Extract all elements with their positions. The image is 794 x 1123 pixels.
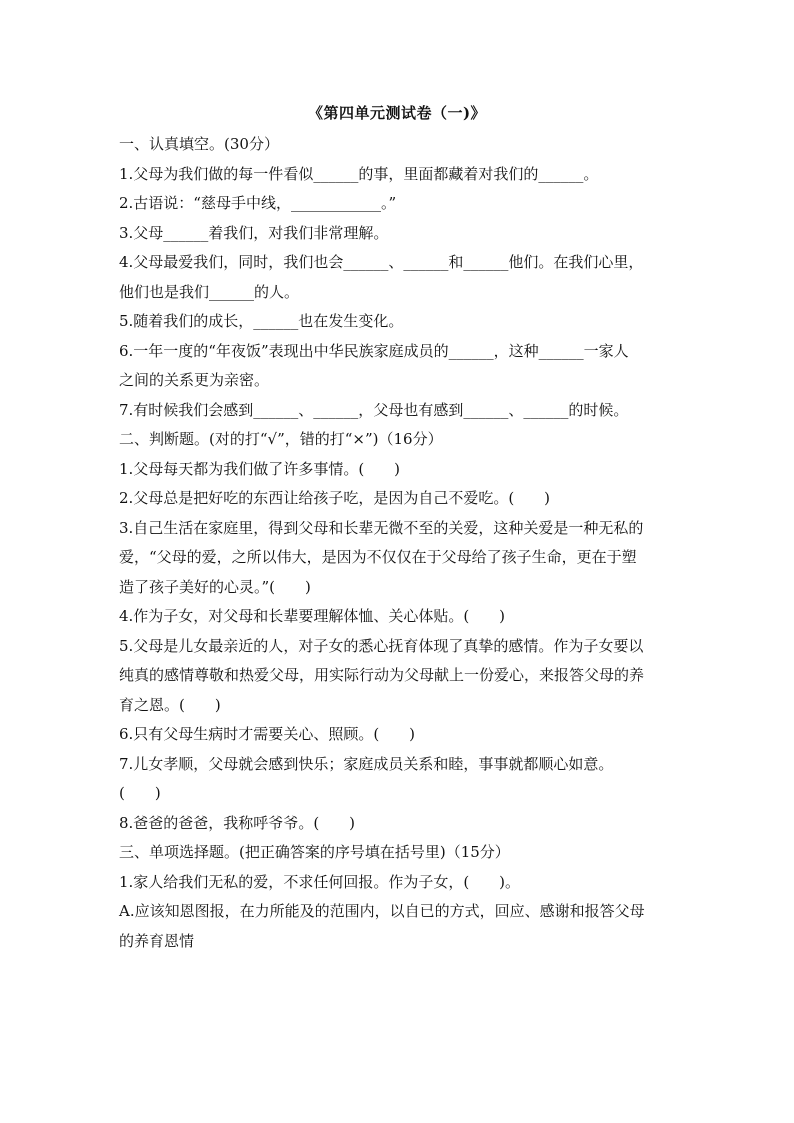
judgment-line: 爱，“父母的爱，之所以伟大，是因为不仅仅在于父母给了孩子生命，更在于塑 [119, 548, 637, 566]
judgment-line: 6.只有父母生病时才需要关心、照顾。( ) [119, 725, 416, 743]
exam-content [119, 130, 679, 956]
fill-blank-line: 7.有时候我们会感到______、______，父母也有感到______、______的时候。 [119, 400, 629, 419]
judgment-line: ( ) [119, 784, 161, 802]
fill-blank-line: 他们也是我们______的人。 [119, 282, 300, 301]
judgment-line: 2.父母总是把好吃的东西让给孩子吃，是因为自己不爱吃。( ) [119, 489, 551, 507]
fill-blank-line: 6.一年一度的“年夜饭”表现出中华民族家庭成员的______，这种______一家人 [119, 341, 629, 360]
choice-line: 的养育恩情 [119, 931, 195, 950]
fill-blank-line: 4.父母最爱我们，同时，我们也会______、______和______他们。在我们心里， [119, 253, 644, 271]
choice-line: 1.家人给我们无私的爱，不求任何回报。作为子女，( )。 [119, 872, 521, 891]
section-2-heading: 二、判断题。(对的打“√”，错的打“×”)（16分） [119, 430, 443, 448]
judgment-line: 造了孩子美好的心灵。”( ) [119, 577, 311, 596]
judgment-line: 纯真的感情尊敬和热爱父母，用实际行动为父母献上一份爱心，来报答父母的养 [119, 666, 645, 684]
choice-line: A.应该知恩图报，在力所能及的范围内，以自已的方式，回应、感谢和报答父母 [119, 902, 645, 920]
fill-blank-line: 之间的关系更为亲密。 [119, 371, 270, 389]
fill-blank-line: 1.父母为我们做的每一件看似______的事，里面都藏着对我们的______。 [119, 164, 599, 183]
section-1-heading: 一、认真填空。(30分） [119, 135, 279, 153]
fill-blank-line: 2.古语说：“慈母手中线，____________。” [119, 194, 397, 212]
judgment-line: 5.父母是儿女最亲近的人，对子女的悉心抚育体现了真挚的感情。作为子女要以 [119, 636, 644, 655]
judgment-line: 3.自己生活在家庭里，得到父母和长辈无微不至的关爱，这种关爱是一种无私的 [119, 518, 644, 537]
fill-blank-line: 3.父母______着我们，对我们非常理解。 [119, 223, 389, 242]
judgment-line: 4.作为子女，对父母和长辈要理解体恤、关心体贴。( ) [119, 607, 506, 625]
judgment-line: 育之恩。( ) [119, 695, 221, 714]
judgment-line: 1.父母每天都为我们做了许多事情。( ) [119, 459, 401, 478]
page-title: 《第四单元测试卷（一)》 [307, 104, 487, 122]
section-3-heading: 三、单项选择题。(把正确答案的序号填在括号里)（15分） [119, 843, 510, 861]
judgment-line: 8.爸爸的爸爸，我称呼爷爷。( ) [119, 813, 356, 832]
judgment-line: 7.儿女孝顺，父母就会感到快乐；家庭成员关系和睦，事事就都顺心如意。 [119, 754, 614, 773]
fill-blank-line: 5.随着我们的成长，______也在发生变化。 [119, 312, 404, 330]
